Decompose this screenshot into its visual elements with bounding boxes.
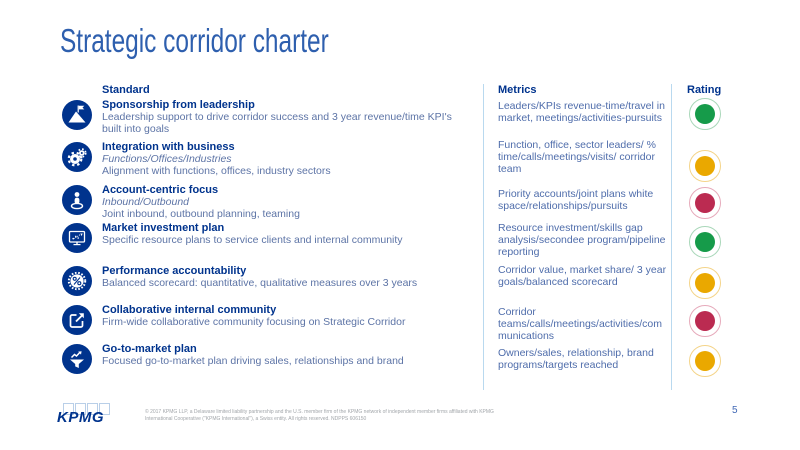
metric-item: Priority accounts/joint plans white space/relationships/pursuits — [498, 188, 654, 212]
mountain-flag-icon — [62, 100, 92, 130]
standard-item-description: Joint inbound, outbound planning, teaming — [102, 207, 300, 220]
page-title: Strategic corridor charter — [60, 22, 329, 59]
share-box-icon — [62, 305, 92, 335]
metric-item: Leaders/KPIs revenue-time/travel in market, meetings/activities-pursuits — [498, 100, 665, 124]
metric-item: Corridor teams/calls/meetings/activities/communications — [498, 306, 662, 342]
percent-badge-icon — [62, 266, 92, 296]
page-number: 5 — [732, 405, 738, 416]
standard-item-description: Leadership support to drive corridor success and 3 year revenue/time KPI's built into goals — [102, 111, 452, 135]
standard-item-title: Go-to-market plan — [102, 343, 197, 355]
standard-item-description: Balanced scorecard: quantitative, qualitative measures over 3 years — [102, 277, 418, 289]
rating-dot — [695, 193, 715, 213]
rating-dot — [695, 351, 715, 371]
rating-indicator-amber — [689, 150, 721, 182]
standard-item-subtitle: Inbound/Outbound — [102, 196, 189, 208]
copyright-text — [145, 409, 497, 422]
copyright-line1: © 2017 KPMG LLP, a Delaware limited liability partnership and the U.S. member firm of the KPMG network of independent member firms affiliated with KPMG — [145, 409, 494, 415]
metrics-column-header: Metrics — [498, 84, 537, 96]
divider-line — [671, 84, 672, 390]
gears-icon — [62, 142, 92, 172]
rating-indicator-green — [689, 226, 721, 258]
standard-item-description: Firm-wide collaborative community focusing on Strategic Corridor — [102, 316, 406, 328]
divider-line — [483, 84, 484, 390]
standard-item-title: Market investment plan — [102, 222, 225, 234]
kpmg-logo — [57, 403, 117, 429]
metric-item: Owners/sales, relationship, brand programs/targets reached — [498, 347, 654, 371]
rating-indicator-red — [689, 187, 721, 219]
person-pin-icon — [62, 185, 92, 215]
rating-dot — [695, 232, 715, 252]
standard-item-account-centric — [62, 184, 472, 220]
standard-item-title: Performance accountability — [102, 265, 247, 277]
standard-item-description: Specific resource plans to service clients and internal community — [102, 234, 403, 246]
metric-item: Resource investment/skills gap analysis/secondee program/pipeline reporting — [498, 222, 666, 258]
standard-item-market-investment — [62, 222, 472, 253]
standard-item-title: Collaborative internal community — [102, 304, 277, 316]
standard-item-description: Alignment with functions, offices, industry sectors — [102, 164, 331, 177]
rating-column-header: Rating — [687, 84, 722, 96]
standard-column-header: Standard — [102, 84, 150, 96]
copyright-line2: International Cooperative ("KPMG International"), a Swiss entity. All rights reserved. NDPPS 606150 — [145, 415, 367, 422]
standard-item-title: Account-centric focus — [102, 184, 219, 196]
standard-item-sponsorship — [62, 99, 472, 135]
metric-item: Corridor value, market share/ 3 year goals/balanced scorecard — [498, 264, 667, 288]
standard-item-go-to-market — [62, 343, 472, 374]
standard-item-subtitle: Functions/Offices/Industries — [102, 153, 232, 165]
rating-dot — [695, 156, 715, 176]
rating-dot — [695, 311, 715, 331]
rating-indicator-red — [689, 305, 721, 337]
kpmg-logo-text: KPMG — [57, 409, 104, 426]
standard-item-integration — [62, 141, 472, 177]
standard-item-description: Focused go-to-market plan driving sales, relationships and brand — [102, 355, 404, 367]
rating-indicator-amber — [689, 345, 721, 377]
standard-item-title: Sponsorship from leadership — [102, 99, 255, 111]
standard-item-title: Integration with business — [102, 141, 235, 153]
rating-dot — [695, 273, 715, 293]
monitor-chart-icon — [62, 223, 92, 253]
standard-item-performance — [62, 265, 472, 296]
metric-item: Function, office, sector leaders/ % time/calls/meetings/visits/ corridor team — [498, 139, 656, 175]
standard-item-collaborative — [62, 304, 472, 335]
rating-indicator-amber — [689, 267, 721, 299]
rating-dot — [695, 104, 715, 124]
funnel-growth-icon — [62, 344, 92, 374]
rating-indicator-green — [689, 98, 721, 130]
